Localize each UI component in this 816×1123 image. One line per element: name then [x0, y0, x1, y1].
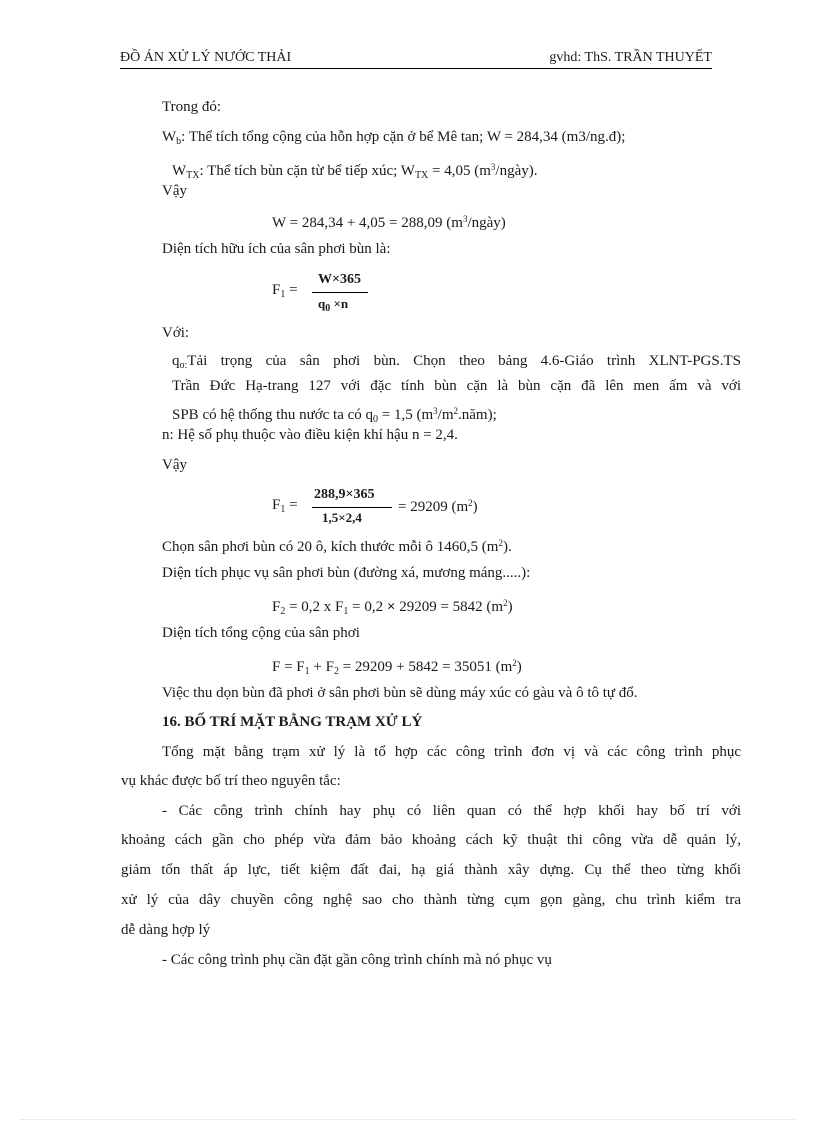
paragraph-2-line-c: giảm tổn thất áp lực, tiết kiệm đất đai, hạ giá thành xây dựng. Cụ thể theo từng khối: [121, 862, 741, 878]
paragraph-1-line-b: vụ khác được bố trí theo nguyên tắc:: [121, 773, 341, 789]
fraction-f1-numerator: W×365: [318, 272, 361, 287]
text-wtx-definition: $W_{TX}$: Thể tích bùn cặn từ bể tiếp xúc; $W_{TX} = 4,05$ $(m^3/ngày)$.: [172, 162, 538, 181]
fraction-f1-bar: [312, 292, 368, 293]
paragraph-2-line-a: - Các công trình chính hay phụ có liên quan có thể hợp khối hay bố trí với: [162, 803, 741, 819]
text-q0-line-a: $q_{o:}Tải$ trọng của sân phơi bùn. Chọn theo bảng 4.6-Giáo trình XLNT-PGS.TS: [172, 353, 741, 371]
fraction-f1-formula: [312, 270, 372, 314]
text-n-coefficient: n: Hệ số phụ thuộc vào điều kiện khí hậu n = 2,4.: [162, 427, 458, 443]
paragraph-2-line-e: dễ dàng hợp lý: [121, 922, 211, 938]
equation-f-total: $F = F_1 + F_2 = 29209 + 5842 = 35051$ $(m^2)$: [272, 658, 522, 677]
fraction-f1b-bar: [312, 507, 392, 508]
equation-f1b-rhs: = 29209 $(m^2)$: [398, 498, 478, 515]
text-q0-line-c: SPB có hệ thống thu nước ta có $q_0 = 1,5$ $(m^3/m^2.năm)$;: [172, 406, 497, 425]
text-voi: Với:: [162, 325, 190, 341]
text-q0-line-b: Trần Đức Hạ-trang 127 với đặc tính bùn cặn là bùn cặn đã lên men ấm và với: [172, 378, 741, 394]
text-viec-thu-don: Việc thu dọn bùn đã phơi ở sân phơi bùn sẽ dùng máy xúc có gàu và ô tô tự đổ.: [162, 685, 638, 701]
paragraph-1-line-a: Tổng mặt bằng trạm xử lý là tổ hợp các công trình đơn vị và các công trình phục: [162, 744, 741, 760]
text-vay-1: Vậy: [162, 183, 187, 199]
fraction-f1-denominator: $q_0 \times n$: [318, 296, 349, 314]
page-header: [120, 50, 712, 69]
fraction-f1b: [312, 485, 396, 529]
equation-f1-lhs: $F_1$ =: [272, 282, 298, 300]
text-dien-tich-huu-ich: Diện tích hữu ích của sân phơi bùn là:: [162, 241, 391, 257]
paragraph-2-line-b: khoảng cách gần cho phép vừa đảm bảo khoảng cách kỹ thuật thi công vừa dễ quản lý,: [121, 832, 741, 848]
paragraph-2-line-d: xử lý của dây chuyền công nghệ sao cho thành từng cụm gọn gàng, chu trình kiểm tra: [121, 892, 741, 908]
equation-f1b-lhs: $F_1$ =: [272, 497, 298, 515]
text-trong-do: Trong đó:: [162, 99, 222, 115]
text-dien-tich-tong: Diện tích tổng cộng của sân phơi: [162, 625, 360, 641]
fraction-f1b-denominator: 1,5×2,4: [322, 510, 362, 525]
header-advisor: gvhd: ThS. TRẦN THUYẾT: [549, 50, 712, 65]
equation-f2: $F_2 = 0,2$ x $F_1 = 0,2 \times 29209 = 5842$ $(m^2)$: [272, 598, 513, 617]
header-title: ĐỒ ÁN XỬ LÝ NƯỚC THẢI: [120, 50, 292, 65]
text-dien-tich-phuc-vu: Diện tích phục vụ sân phơi bùn (đường xá, mương máng.....):: [162, 565, 531, 581]
equation-w-total: W = 284,34 + 4,05 = 288,09 $(m^3/ngày)$: [272, 214, 506, 231]
text-vay-2: Vậy: [162, 457, 187, 473]
paragraph-3: - Các công trình phụ cần đặt gần công trình chính mà nó phục vụ: [162, 952, 552, 968]
text-chon-san: Chọn sân phơi bùn có 20 ô, kích thước mỗi ô 1460,5 $(m^2)$.: [162, 538, 512, 555]
fraction-f1b-numerator: 288,9×365: [314, 487, 375, 502]
section-heading-16: 16. BỐ TRÍ MẶT BẰNG TRẠM XỬ LÝ: [162, 714, 423, 730]
page-bottom-divider: [20, 1119, 796, 1120]
text-wb-definition: $W_b$: Thể tích tổng cộng của hỗn hợp cặn ở bể Mê tan; W = 284,34 (m3/ng.đ);: [162, 129, 626, 147]
